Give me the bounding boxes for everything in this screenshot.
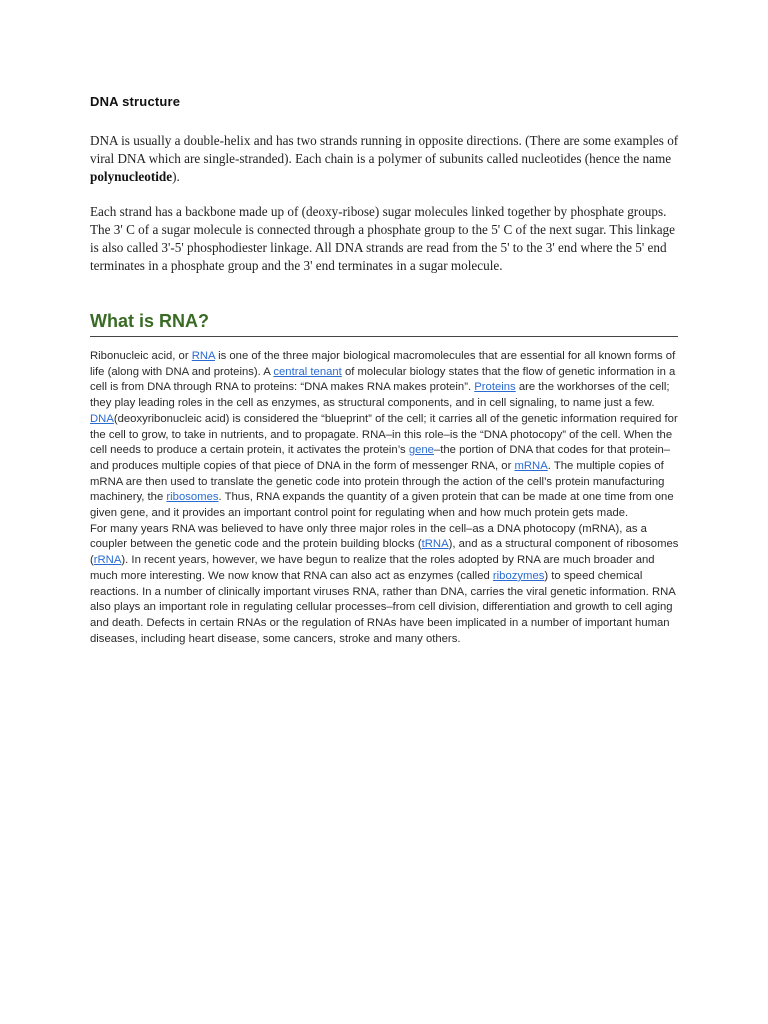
rna-p1-text-3: of molecular biology states that the flow of genetic information in a cell is from DNA through RNA to proteins: “DNA makes RNA makes protein”. xyxy=(90,365,676,394)
polynucleotide-term: polynucleotide xyxy=(90,169,173,184)
rna-heading: What is RNA? xyxy=(90,310,678,337)
dna-structure-title: DNA structure xyxy=(90,94,181,109)
ribosomes-link[interactable]: ribosomes xyxy=(166,491,219,504)
rna-p2-text-4: ) to speed chemical reactions. In a number of clinically important viruses RNA, rather than DNA, carries the viral genetic information. RNA also plays an important role in regulating cellular processes–from cell division, differentiation and growth to cell aging and death. Defects in certain RNAs or the regulation of RNAs have been implicated in a number of important human diseases, including heart disease, some cancers, stroke and many others. xyxy=(90,569,676,645)
rna-p1-text-7: . The multiple copies of mRNA are then used to translate the genetic code into protein through the action of the cell’s protein manufacturing machinery, the xyxy=(90,459,665,504)
rna-p1-text-4: are the workhorses of the cell; they play leading roles in the cell as enzymes, as structural components, and in cell signaling, to name just a few. xyxy=(90,381,670,410)
gene-link[interactable]: gene xyxy=(408,444,434,457)
mrna-link[interactable]: mRNA xyxy=(514,459,548,472)
rna-p1-text-8: . Thus, RNA expands the quantity of a given protein that can be made at one time from one given gene, and it provides an important control point for regulating when and how much protein gets made. xyxy=(90,491,674,520)
rna-p1-text-2: is one of the three major biological macromolecules that are essential for all known forms of life (along with DNA and proteins). A xyxy=(90,350,676,378)
rna-paragraph-2 xyxy=(90,522,682,648)
dna-p1-text-1: DNA is usually a double-helix and has two strands running in opposite directions. (There are some examples of viral DNA which are single-stranded). Each chain is a polymer of subunits called nucleotides (hence the name xyxy=(90,133,679,166)
dna-paragraph-1 xyxy=(90,132,680,186)
ribozymes-link[interactable]: ribozymes xyxy=(492,569,545,582)
rna-p2-text-2: ), and as a structural component of ribosomes ( xyxy=(90,538,679,567)
trna-link[interactable]: tRNA xyxy=(421,538,449,551)
central-tenant-link[interactable]: central tenant xyxy=(273,365,342,378)
rna-p1-text-5: (deoxyribonucleic acid) is considered the “blueprint” of the cell; it carries all of the genetic information required for the cell to grow, to take in nutrients, and to propagate. RNA–in this role–is the “DNA photocopy” of the cell. When the cell needs to produce a certain protein, it activates the protein’s xyxy=(90,412,678,457)
rrna-link[interactable]: rRNA xyxy=(93,554,122,567)
rna-paragraph-1 xyxy=(90,349,682,522)
rna-p2-text-1: For many years RNA was believed to have only three major roles in the cell–as a DNA photocopy (mRNA), as a coupler between the genetic code and the protein building blocks ( xyxy=(90,522,647,551)
rna-p1-text-6: –the portion of DNA that codes for that protein–and produces multiple copies of that piece of DNA in the form of messenger RNA, or xyxy=(90,444,671,472)
rna-link[interactable]: RNA xyxy=(191,350,215,362)
rna-body xyxy=(90,349,682,647)
dna-p1-text-2: ). xyxy=(172,169,180,184)
proteins-link[interactable]: Proteins xyxy=(474,381,516,394)
dna-link[interactable]: DNA xyxy=(90,412,114,425)
rna-p2-text-3: ). In recent years, however, we have begun to realize that the roles adopted by RNA are much broader and much more interesting. We now know that RNA can also act as enzymes (called xyxy=(90,554,655,582)
dna-paragraph-2: Each strand has a backbone made up of (deoxy-ribose) sugar molecules linked together by phosphate groups. The 3' C of a sugar molecule is connected through a phosphate group to the 5' C of the next sugar. This linkage is also called 3'-5' phosphodiester linkage. All DNA strands are read from the 5' to the 3' end where the 5' end terminates in a phosphate group and the 3' end terminates in a sugar molecule. xyxy=(90,204,675,273)
rna-p1-text-1: Ribonucleic acid, or xyxy=(90,350,192,362)
